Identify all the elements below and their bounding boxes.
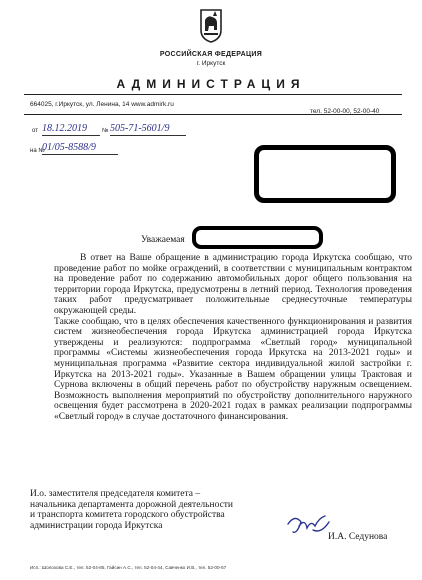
address-divider	[24, 114, 302, 115]
reply-number-label: на №	[30, 148, 45, 154]
paragraph: Также сообщаю, что в целях обеспечения качественного функционирования и развития систем жизнеобеспечения города Иркутска администрацией города Иркутска утверждены и реализуются: подпрограмма «Светлый город» муниципальной программы «Системы жизнеобеспечения города Иркутска на 2013-2021 годы» и муниципальная программа «Развитие сектора индивидуальной жилой застройки г. Иркутска на 2013-2021 годы». Указанные в Вашем обращении улицы Трактовая и Сурнова включены в общий перечень работ по обустройству наружным освещением. Возможность выполнения мероприятий по обустройству дополнительного наружного освещения будет рассмотрена в 2020-2021 годах в рамках реализации подпрограммы «Светлый город» в случае достаточного финансирования.	[54, 316, 412, 422]
federation-title: РОССИЙСКАЯ ФЕДЕРАЦИЯ	[159, 51, 263, 58]
signer-position-line: И.о. заместителя председателя комитета –	[30, 489, 201, 499]
redacted-addressee-block	[254, 145, 396, 203]
city-name: г. Иркутск	[196, 60, 226, 67]
address-divider-right	[302, 114, 402, 115]
phone-line: тел. 52-00-00, 52-00-40	[310, 108, 380, 115]
paragraph: В ответ на Ваше обращение в администрацию города Иркутска сообщаю, что проведение работ по мойке ограждений, в соответствии с муниципальным контрактом на проведение работ по содержанию автомобильных дорог общего пользования на территории города Иркутска, предусмотрены в летний период. Технология проведения таких работ предусматривает положительные среднесуточные температуры окружающей среды.	[54, 253, 412, 316]
executor-footer: Исп.: Шолохова С.Е., тел. 52-04-85, Гайсин А.С., тел. 52-04-44, Савченко И.В., тел. 52-00-57	[30, 565, 227, 570]
handwritten-signature	[285, 512, 331, 538]
header-divider	[24, 94, 402, 95]
number-label: №	[102, 128, 109, 134]
registration-number: 505-71-5601/9	[110, 123, 186, 136]
signer-position-line: администрации города Иркутска	[30, 520, 163, 531]
organization-title: АДМИНИСТРАЦИЯ	[116, 77, 306, 91]
signer-name: И.А. Седунова	[328, 532, 388, 542]
letter-body	[54, 253, 412, 423]
reply-number: 01/05-8588/9	[42, 142, 118, 155]
registration-date: 18.12.2019	[42, 123, 100, 136]
greeting: Уважаемая	[141, 235, 185, 245]
date-label: от	[32, 128, 38, 134]
redacted-addressee-name	[192, 226, 323, 249]
signer-position-line: начальника департамента дорожной деятельности	[30, 499, 234, 510]
address-line: 664025, г.Иркутск, ул. Ленина, 14 www.admirk.ru	[30, 101, 174, 108]
coat-of-arms-icon	[198, 8, 224, 44]
signer-position-line: и транспорта комитета городского обустройства	[30, 510, 225, 521]
signer-position	[30, 489, 270, 531]
